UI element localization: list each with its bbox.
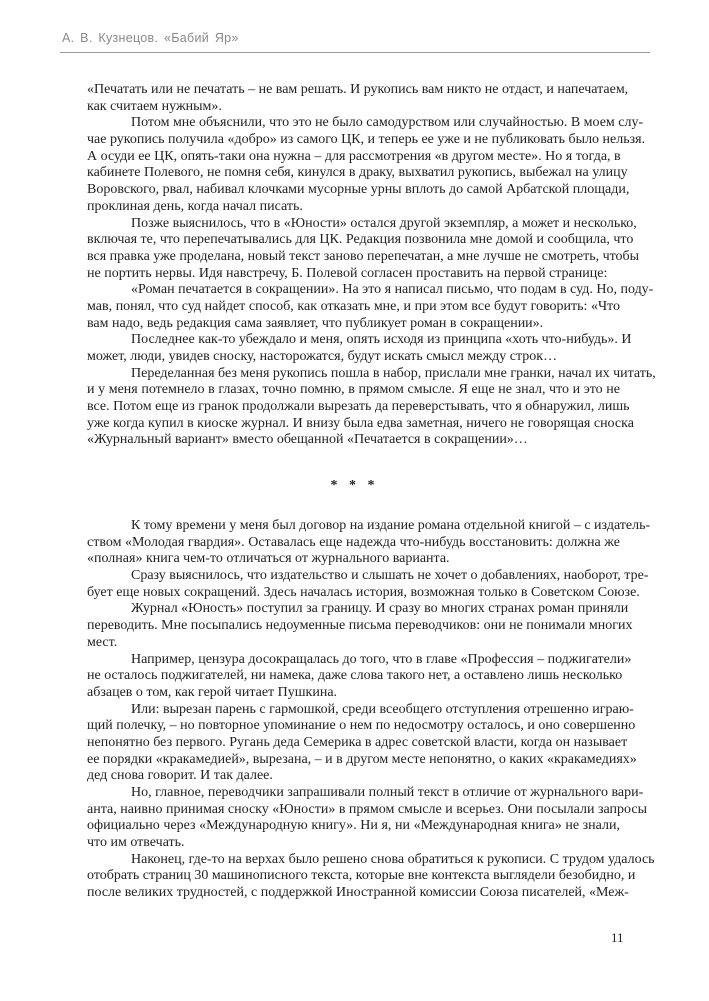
text-line: Журнал «Юность» поступил за границу. И сразу во многих странах роман приняли [131, 601, 629, 617]
text-line: Например, цензура досокращалась до того, что в главе «Профессия – поджигатели» [131, 651, 632, 667]
text-line: «Роман печатается в сокращении». На это я написал письмо, что подам в суд. Но, поду- [131, 282, 654, 298]
text-line: чае рукопись получила «добро» из самого ЦК, и теперь ее уже и не публиковать было нельзя. [87, 132, 646, 148]
text-line: К тому времени у меня был договор на издание романа отдельной книгой – с издатель- [131, 518, 651, 533]
text-line: мест. [87, 634, 118, 650]
text-line: Позже выяснилось, что в «Юности» остался другой экземпляр, а может и несколько, [131, 215, 637, 231]
page-number: 11 [611, 930, 624, 945]
paragraph [87, 332, 632, 365]
text-line: после великих трудностей, с поддержкой Иностранной комиссии Союза писателей, «Меж- [87, 885, 629, 901]
text-line: не портить нервы. Идя навстречу, Б. Полевой согласен проставить на первой странице: [87, 265, 608, 281]
text-line: Потом мне объяснили, что это не было самодурством или случайностью. В моем слу- [131, 115, 644, 131]
text-line: непонятно без первого. Ругань деда Семерика в адрес советской власти, когда он называет [87, 734, 628, 750]
text-line: щий полечку, – но повторное упоминание о нем по недосмотру осталось, и оно совершенно [87, 718, 636, 734]
paragraph [87, 785, 648, 852]
text-line: дед снова говорит. И так далее. [87, 768, 273, 784]
text-section-2 [87, 518, 655, 902]
paragraph [87, 115, 646, 215]
text-line: «полная» книга чем-то отличаться от журнального варианта. [87, 551, 450, 567]
text-line: анта, наивно принимая сноску «Юности» в прямом смысле и всерьез. Они посылали запросы [87, 801, 648, 817]
text-line: вам надо, ведь редакция сама заявляет, что публикует роман в сокращении». [87, 315, 544, 331]
paragraph [87, 82, 629, 115]
text-line: А осуди ее ЦК, опять-таки она нужна – для рассмотрения «в другом месте». Но я тогда, в [87, 148, 621, 164]
text-line: Воровского, рвал, набивал клочками мусорные урны вплоть до самой Арбатской площади, [87, 182, 630, 198]
section-separator: * * * [330, 478, 379, 493]
paragraph [87, 365, 656, 449]
paragraph [87, 568, 649, 601]
text-line: и у меня потемнело в глазах, точно помню, в прямом смысле. Я еще не знал, что и это не [87, 382, 620, 398]
text-line: уже когда купил в киоске журнал. И внизу была едва заметная, ничего не говорящая сноска [87, 415, 634, 431]
text-line: Или: вырезан парень с гармошкой, среди всеобщего отступления отрешенно играю- [131, 701, 634, 717]
paragraph [87, 601, 633, 651]
text-line: что им отвечать. [87, 835, 185, 851]
text-section-1 [87, 82, 656, 449]
paragraph [87, 215, 640, 283]
text-line: проклиная день, когда начал писать. [87, 198, 303, 214]
text-line: переводить. Мне посыпались недоуменные письма переводчиков: они не понимали многих [87, 618, 633, 634]
header-divider [60, 52, 650, 53]
running-header: А. В. Кузнецов. «Бабий Яр» [62, 31, 239, 45]
text-line: Последнее как-то убеждало и меня, опять исходя из принципа «хоть что-нибудь». И [131, 332, 632, 348]
text-line: может, люди, увидев сноску, насторожатся, будут искать смысл между строк… [87, 349, 558, 364]
text-line: абзацев о том, как герой читает Пушкина. [87, 684, 338, 700]
text-line: включая те, что перепечатывались для ЦК. Редакция позвонила мне домой и сообщила, что [87, 232, 634, 248]
text-line: все. Потом еще из гранок продолжали вырезать да переверстывать, что я обнаружил, лишь [87, 399, 630, 415]
text-line: «Печатать или не печатать – не вам решать. И рукопись вам никто не отдаст, и напечатаем, [87, 82, 629, 97]
text-line: как считаем нужным». [87, 98, 222, 114]
text-line: мав, понял, что суд найдет способ, как отказать мне, и при этом все будут говорить: «Что [87, 298, 620, 314]
text-line: кабинете Полевого, не помня себя, кинулся в драку, выхватил рукопись, выбежал на улицу [87, 165, 628, 181]
paragraph [87, 651, 632, 702]
text-line: Но, главное, переводчики запрашивали полный текст в отличие от журнального вари- [131, 785, 644, 800]
paragraph [87, 282, 654, 332]
text-line: «Журнальный вариант» вместо обещанной «Печатается в сокращении»… [87, 432, 528, 448]
text-line: официально через «Международную книгу». Ни я, ни «Международная книга» не знали, [87, 818, 620, 834]
paragraph [87, 851, 655, 902]
paragraph [87, 701, 637, 785]
text-line: бует еще новых сокращений. Здесь началась история, возможная только в Советском Союзе. [87, 584, 640, 600]
paragraph [87, 518, 651, 568]
text-line: не осталось поджигателей, ни намека, даже слова такого нет, а оставлено лишь несколько [87, 668, 623, 684]
text-line: Наконец, где-то на верхах было решено снова обратиться к рукописи. С трудом удалось [131, 851, 655, 867]
text-line: ее порядки «кракамедией», вырезана, – и в другом месте непонятно, о каких «кракамедиях» [87, 751, 637, 767]
text-line: Сразу выяснилось, что издательство и слышать не хочет о добавлениях, наоборот, тре- [131, 568, 649, 584]
text-line: Переделанная без меня рукопись пошла в набор, прислали мне гранки, начал их читать, [131, 365, 656, 381]
text-line: вся правка уже проделана, новый текст заново перепечатан, а мне лучше не смотреть, чтобы [87, 248, 640, 264]
text-line: отобрать страниц 30 машинописного текста, которые вне контекста выглядели безобидно, и [87, 868, 636, 884]
text-line: ством «Молодая гвардия». Оставалась еще надежда что-нибудь восстановить: должна же [87, 534, 620, 550]
